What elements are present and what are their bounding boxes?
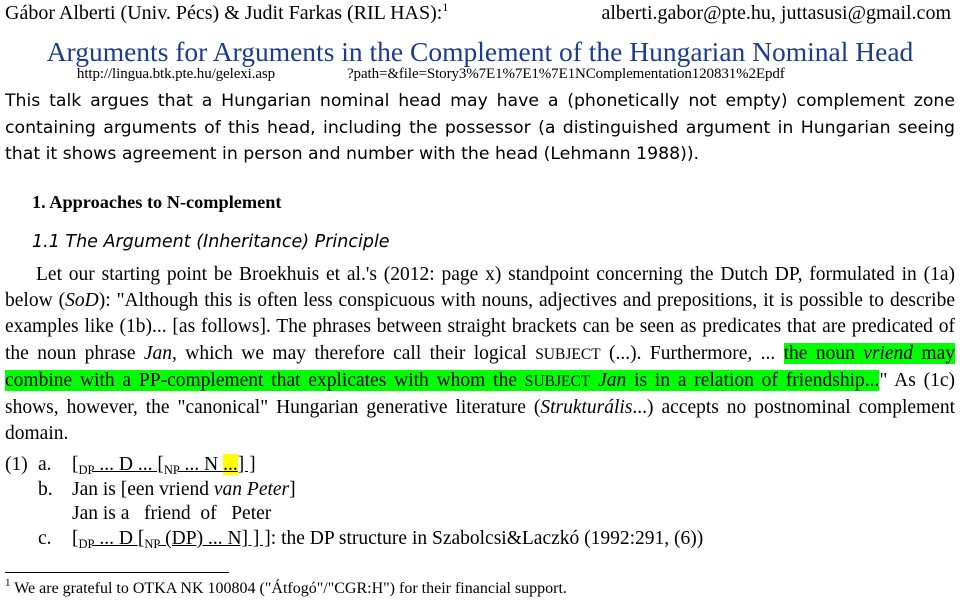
section-heading: 1. Approaches to N-complement xyxy=(32,192,282,212)
footnote-text: We are grateful to OTKA NK 100804 ("Átfogó"/"CGR:H") for their financial support. xyxy=(14,580,567,597)
author-emails[interactable]: alberti.gabor@pte.hu, juttasusi@gmail.com xyxy=(601,2,951,24)
example-gloss: Jan is a friend of Peter xyxy=(72,503,272,524)
footnote-mark: 1 xyxy=(5,577,11,589)
para-text: " As (1c) shows, however, the "canonical" Hungarian generative literature ( xyxy=(5,369,956,419)
para-text: (...). Furthermore, ... xyxy=(600,342,784,364)
green-highlight: the noun vriend may combine with a PP-complement that explicates with whom the SUBJECT Jan is in a relation of friendship... xyxy=(5,342,955,391)
example-c-label: c. xyxy=(38,528,52,549)
yellow-highlight: ... xyxy=(223,454,238,475)
para-smallcaps-subject: SUBJECT xyxy=(535,345,601,363)
para-italic-sod: SoD xyxy=(65,290,99,312)
footnote-rule xyxy=(5,572,229,573)
example-c: [$_{DP}$ ... D [$_{NP}$ (DP) ... N] ] ]: the DP structure in Szabolcsi&Laczkó (1992:291, (6)) xyxy=(72,528,704,551)
para-text: ): "Although this is often less conspicuous with nouns, adjectives and prepositions, it is possible to describe examples like (1b)... [as follows]. The phrases between straight brackets can be seen as predicates that are predicated of the noun phrase xyxy=(5,290,955,364)
example-a-label: a. xyxy=(38,454,52,475)
example-b-label: b. xyxy=(38,479,53,500)
author-header xyxy=(5,2,955,25)
example-b: Jan is [een vriend van Peter] xyxy=(72,479,296,500)
para-text: ...) accepts no postnominal complement domain. xyxy=(5,397,956,445)
footnote-ref[interactable]: 1 xyxy=(442,0,449,14)
abstract: This talk argues that a Hungarian nominal head may have a (phonetically not empty) complement zone containing arguments of this head, including the possessor (a distinguished argument in Hungarian seeing that it shows agreement in person and number with the head (Lehmann 1988)). xyxy=(5,91,955,164)
para-text: Let our starting point be Broekhuis et al.'s (2012: page x) standpoint concerning the Dutch DP, formulated in (1a) below ( xyxy=(5,264,955,312)
url-line1[interactable]: http://lingua.btk.pte.hu/gelexi.asp xyxy=(76,66,276,82)
example-number: (1) xyxy=(5,454,28,475)
subsection-heading: 1.1 The Argument (Inheritance) Principle xyxy=(32,232,390,252)
source-url[interactable] xyxy=(5,66,955,83)
para-text: , which we may therefore call their logical xyxy=(172,342,536,364)
paper-title: Arguments for Arguments in the Complement of the Hungarian Nominal Head xyxy=(46,36,914,67)
authors: Gábor Alberti (Univ. Pécs) & Judit Farkas (RIL HAS): xyxy=(5,2,443,24)
body-paragraph xyxy=(5,262,955,447)
example-a: [$_{DP}$ ... D ... [$_{NP}$ ... N ...] ] xyxy=(72,454,256,477)
para-italic-jan: Jan xyxy=(143,342,173,364)
url-line2[interactable]: ?path=&file=Story3%7E1%7E1%7E1NComplementation120831%2Epdf xyxy=(347,66,785,82)
footnote xyxy=(5,577,955,598)
para-italic-strukturalis: Strukturális xyxy=(540,397,633,419)
